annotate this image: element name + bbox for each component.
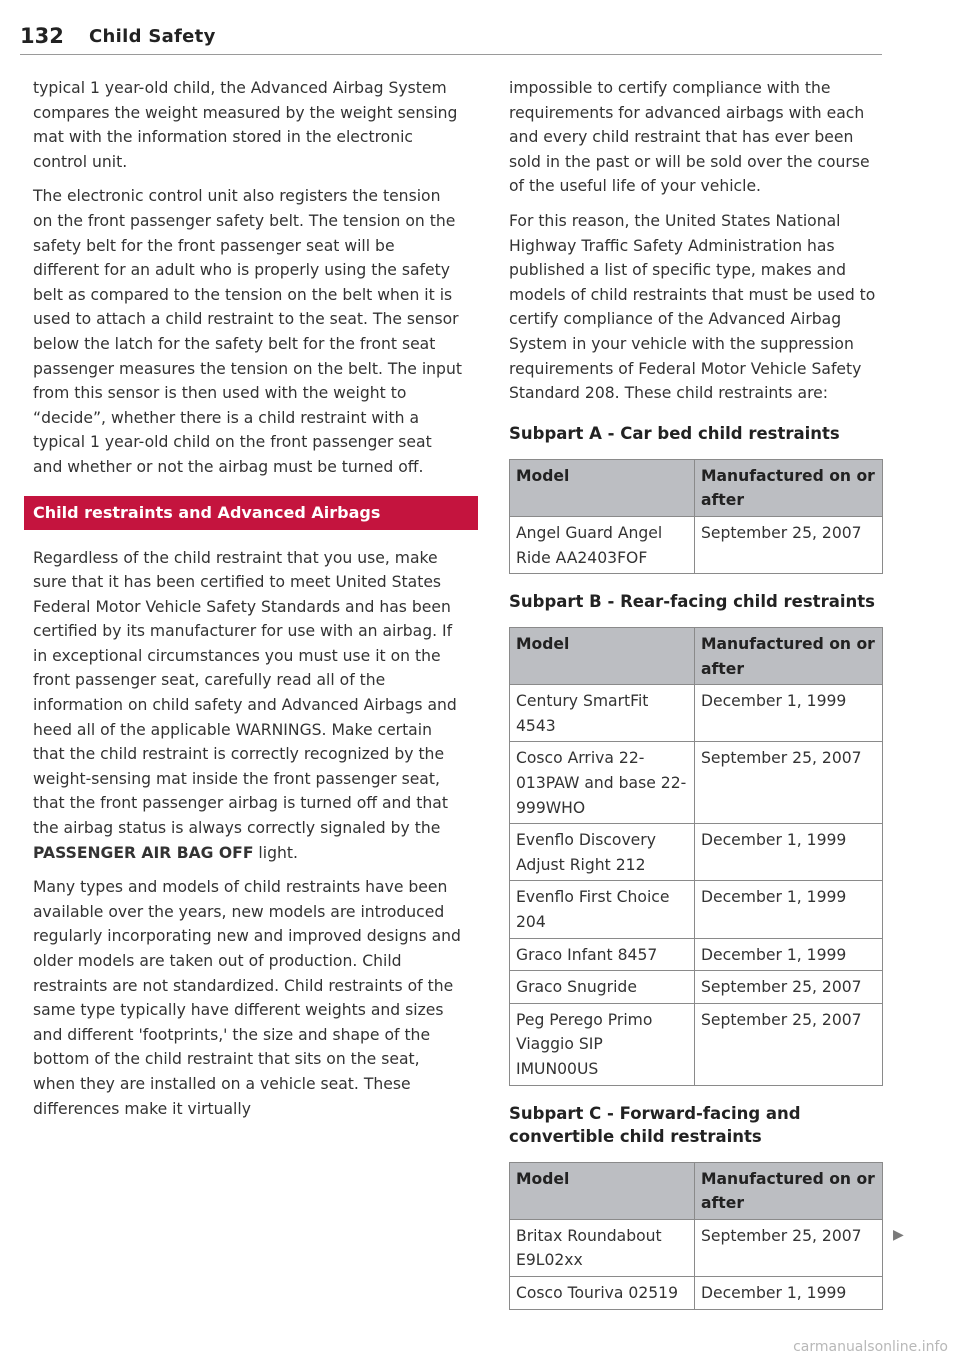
table-header-row: [510, 459, 883, 516]
body-paragraph: impossible to certify compliance with the requirements for advanced airbags with each and every child restraint that has ever been sold in the past or will be sold over the course of the useful life of your vehicle.: [509, 79, 870, 196]
date-cell: December 1, 1999: [695, 881, 883, 938]
manufactured-header: Manufactured on or after: [695, 459, 883, 516]
date-cell: December 1, 1999: [695, 824, 883, 881]
model-cell: Cosco Arriva 22-013PAW and base 22-999WHO: [510, 742, 695, 824]
subpart-b-heading: Subpart B - Rear-facing child restraints: [509, 592, 875, 612]
subpart-a-heading: Subpart A - Car bed child restraints: [509, 423, 840, 443]
body-paragraph: For this reason, the United States National Highway Traffic Safety Administration has published a list of specific type, makes and models of child restraints that must be used to certify compliance of the Advanced Airbag System in your vehicle with the suppression requirements of Federal Motor Vehicle Safety Standard 208. These child restraints are:: [509, 211, 876, 403]
model-cell: Britax Roundabout E9L02xx: [510, 1219, 695, 1276]
manufactured-header: Manufactured on or after: [695, 628, 883, 685]
continue-arrow-icon: ▶: [893, 1227, 904, 1243]
model-cell: Graco Snugride: [510, 971, 695, 1004]
paragraph-text: Regardless of the child restraint that you use, make sure that it has been certified to meet United States Federal Motor Vehicle Safety Standards and has been certified by its manufacturer for use with an airbag. If in exceptional circumstances you must use it on the front passenger seat, carefully read all of the information on child safety and Advanced Airbags and heed all of the applicable WARNINGS. Make certain that the child restraint is correctly recognized by the weight-sensing mat inside the front passenger seat, that the front passenger airbag is turned off and that the airbag status is always correctly signaled by the: [33, 548, 457, 838]
date-cell: September 25, 2007: [695, 1219, 883, 1276]
table-row: [510, 824, 883, 881]
model-cell: Evenflo Discovery Adjust Right 212: [510, 824, 695, 881]
manufactured-header: Manufactured on or after: [695, 1162, 883, 1219]
model-cell: Graco Infant 8457: [510, 938, 695, 971]
subpart-c-heading: Subpart C - Forward-facing and convertible child restraints: [509, 1103, 801, 1146]
page-header: [20, 24, 882, 55]
body-paragraph: The electronic control unit also registers the tension on the front passenger safety belt. The tension on the safety belt for the front passenger seat will be different for an adult who is properly using the safety belt as compared to the tension on the belt when it is used to attach a child restraint to the seat. The sensor below the latch for the safety belt for the front seat passenger measures the tension on the belt. The input from this sensor is then used with the weight to “decide”, whether there is a child restraint with a typical 1 year-old child on the front passenger seat and whether or not the airbag must be turned off.: [33, 187, 462, 476]
date-cell: September 25, 2007: [695, 516, 883, 573]
model-cell: Evenflo First Choice 204: [510, 881, 695, 938]
table-row: [510, 1003, 883, 1085]
model-header: Model: [510, 459, 695, 516]
table-row: [510, 971, 883, 1004]
table-row: [510, 938, 883, 971]
table-row: [510, 685, 883, 742]
table-row: [510, 516, 883, 573]
body-paragraph: Many types and models of child restraints have been available over the years, new models are introduced regularly incorporating new and improved designs and older models are taken out of production. Child restraints are not standardized. Child restraints of the same type typically have different weights and sizes and different 'footprints,' the size and shape of the bottom of the child restraint that sits on the seat, when they are installed on a vehicle seat. These differences make it virtually: [33, 878, 461, 1118]
model-cell: Peg Perego Primo Viaggio SIP IMUN00US: [510, 1003, 695, 1085]
model-header: Model: [510, 628, 695, 685]
paragraph-text: light.: [253, 843, 298, 862]
left-column: [33, 76, 463, 1131]
date-cell: December 1, 1999: [695, 938, 883, 971]
table-row: [510, 881, 883, 938]
date-cell: September 25, 2007: [695, 1003, 883, 1085]
date-cell: September 25, 2007: [695, 742, 883, 824]
model-cell: Angel Guard Angel Ride AA2403FOF: [510, 516, 695, 573]
section-title: Child Safety: [89, 26, 216, 47]
body-paragraph: typical 1 year-old child, the Advanced Airbag System compares the weight measured by the weight sensing mat with the information stored in the electronic control unit.: [33, 79, 458, 171]
table-header-row: [510, 628, 883, 685]
section-banner: Child restraints and Advanced Airbags: [24, 496, 478, 530]
date-cell: December 1, 1999: [695, 1276, 883, 1309]
subpart-c-table: [509, 1162, 883, 1310]
warning-light-label: PASSENGER AIR BAG OFF: [33, 843, 254, 862]
model-cell: Century SmartFit 4543: [510, 685, 695, 742]
table-row: [510, 1219, 883, 1276]
table-header-row: [510, 1162, 883, 1219]
site-watermark: carmanualsonline.info: [793, 1339, 948, 1355]
date-cell: December 1, 1999: [695, 685, 883, 742]
right-column: [509, 76, 883, 1314]
date-cell: September 25, 2007: [695, 971, 883, 1004]
table-row: [510, 1276, 883, 1309]
subpart-a-table: [509, 459, 883, 574]
model-header: Model: [510, 1162, 695, 1219]
body-paragraph: [33, 546, 463, 866]
page-number: 132: [20, 24, 64, 48]
subpart-b-table: [509, 627, 883, 1086]
table-row: [510, 742, 883, 824]
model-cell: Cosco Touriva 02519: [510, 1276, 695, 1309]
